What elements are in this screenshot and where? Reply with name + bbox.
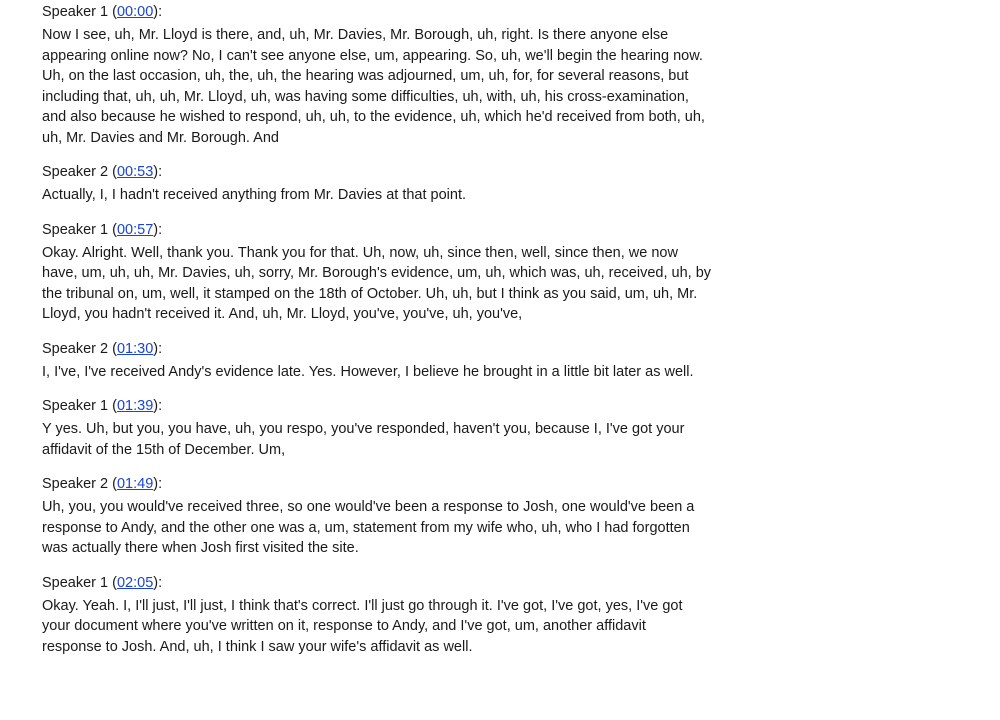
utterance-line: the tribunal on, um, well, it stamped on the 18th of October. Uh, uh, but I think as you said, um, uh, Mr.	[42, 285, 698, 302]
speaker-name: Speaker 1	[42, 4, 109, 20]
utterance-line: uh, Mr. Davies and Mr. Borough. And	[42, 129, 279, 146]
transcript-entry	[42, 474, 982, 559]
speaker-name: Speaker 2	[42, 164, 109, 180]
utterance-line: Uh, on the last occasion, uh, the, uh, the hearing was adjourned, um, uh, for, for several reasons, but	[42, 68, 689, 84]
timestamp-link[interactable]: 01:49	[116, 476, 154, 492]
speaker-line: Speaker 2 (01:49):	[42, 476, 163, 492]
utterance-line: I, I've, I've received Andy's evidence late. Yes. However, I believe he brought in a little bit later as well.	[42, 363, 694, 380]
speaker-line: Speaker 2 (00:53):	[42, 164, 163, 180]
utterance-line: Uh, you, you would've received three, so one would've been a response to Josh, one would've been a	[42, 499, 695, 515]
utterance-text	[42, 185, 982, 206]
utterance-line: Y yes. Uh, but you, you have, uh, you respo, you've responded, haven't you, because I, I've got your	[42, 421, 685, 437]
speaker-name: Speaker 2	[42, 340, 109, 357]
utterance-text	[42, 419, 982, 460]
utterance-text	[42, 25, 982, 148]
utterance-line: affidavit of the 15th of December. Um,	[42, 441, 286, 458]
timestamp-link[interactable]: 01:39	[116, 398, 154, 414]
timestamp-link[interactable]: 02:05	[116, 574, 154, 591]
transcript-entry	[42, 220, 982, 325]
utterance-line: Actually, I, I hadn't received anything from Mr. Davies at that point.	[42, 187, 467, 203]
utterance-line: Now I see, uh, Mr. Lloyd is there, and, uh, Mr. Davies, Mr. Borough, uh, right. Is there anyone else	[42, 27, 669, 43]
speaker-name: Speaker 1	[42, 398, 109, 414]
utterance-line: your document where you've written on it, response to Andy, and I've got, um, another affidavit	[42, 618, 646, 634]
utterance-text	[42, 596, 982, 658]
utterance-line: Okay. Yeah. I, I'll just, I'll just, I think that's correct. I'll just go through it. I've got, I've got, yes, I've got	[42, 597, 683, 614]
utterance-line: Lloyd, you hadn't received it. And, uh, Mr. Lloyd, you've, you've, uh, you've,	[42, 306, 523, 322]
transcript-entry	[42, 396, 982, 460]
utterance-line: including that, uh, uh, Mr. Lloyd, uh, was having some difficulties, uh, with, uh, his cross-examination,	[42, 88, 689, 105]
utterance-line: and also because he wished to respond, uh, uh, to the evidence, uh, which he'd received from both, uh,	[42, 109, 705, 125]
utterance-text	[42, 362, 982, 383]
transcript-entry	[42, 162, 982, 206]
timestamp-link[interactable]: 00:53	[116, 164, 154, 180]
speaker-line: Speaker 1 (01:39):	[42, 398, 163, 414]
speaker-line: Speaker 1 (00:00):	[42, 4, 163, 20]
utterance-text	[42, 497, 982, 559]
utterance-line: was actually there when Josh first visited the site.	[42, 540, 359, 556]
speaker-line: Speaker 1 (02:05):	[42, 574, 163, 591]
speaker-name: Speaker 1	[42, 574, 109, 591]
speaker-line: Speaker 2 (01:30):	[42, 340, 163, 357]
timestamp-link[interactable]: 00:00	[116, 4, 154, 20]
utterance-line: response to Josh. And, uh, I think I saw your wife's affidavit as well.	[42, 638, 473, 655]
utterance-line: have, um, uh, uh, Mr. Davies, uh, sorry, Mr. Borough's evidence, um, uh, which was, uh, received, uh, by	[42, 265, 712, 281]
transcript-entry	[42, 573, 982, 658]
timestamp-link[interactable]: 00:57	[116, 221, 154, 238]
utterance-line: response to Andy, and the other one was a, um, statement from my wife who, uh, who I had forgotten	[42, 519, 690, 536]
speaker-name: Speaker 2	[42, 476, 109, 492]
transcript-entry	[42, 2, 982, 148]
speaker-name: Speaker 1	[42, 221, 109, 238]
utterance-line: Okay. Alright. Well, thank you. Thank you for that. Uh, now, uh, since then, well, since then, we now	[42, 244, 678, 261]
speaker-line: Speaker 1 (00:57):	[42, 221, 163, 238]
utterance-text	[42, 243, 982, 325]
transcript-entry	[42, 339, 982, 383]
timestamp-link[interactable]: 01:30	[116, 340, 154, 357]
utterance-line: appearing online now? No, I can't see anyone else, um, appearing. So, uh, we'll begin the hearing now.	[42, 47, 703, 64]
